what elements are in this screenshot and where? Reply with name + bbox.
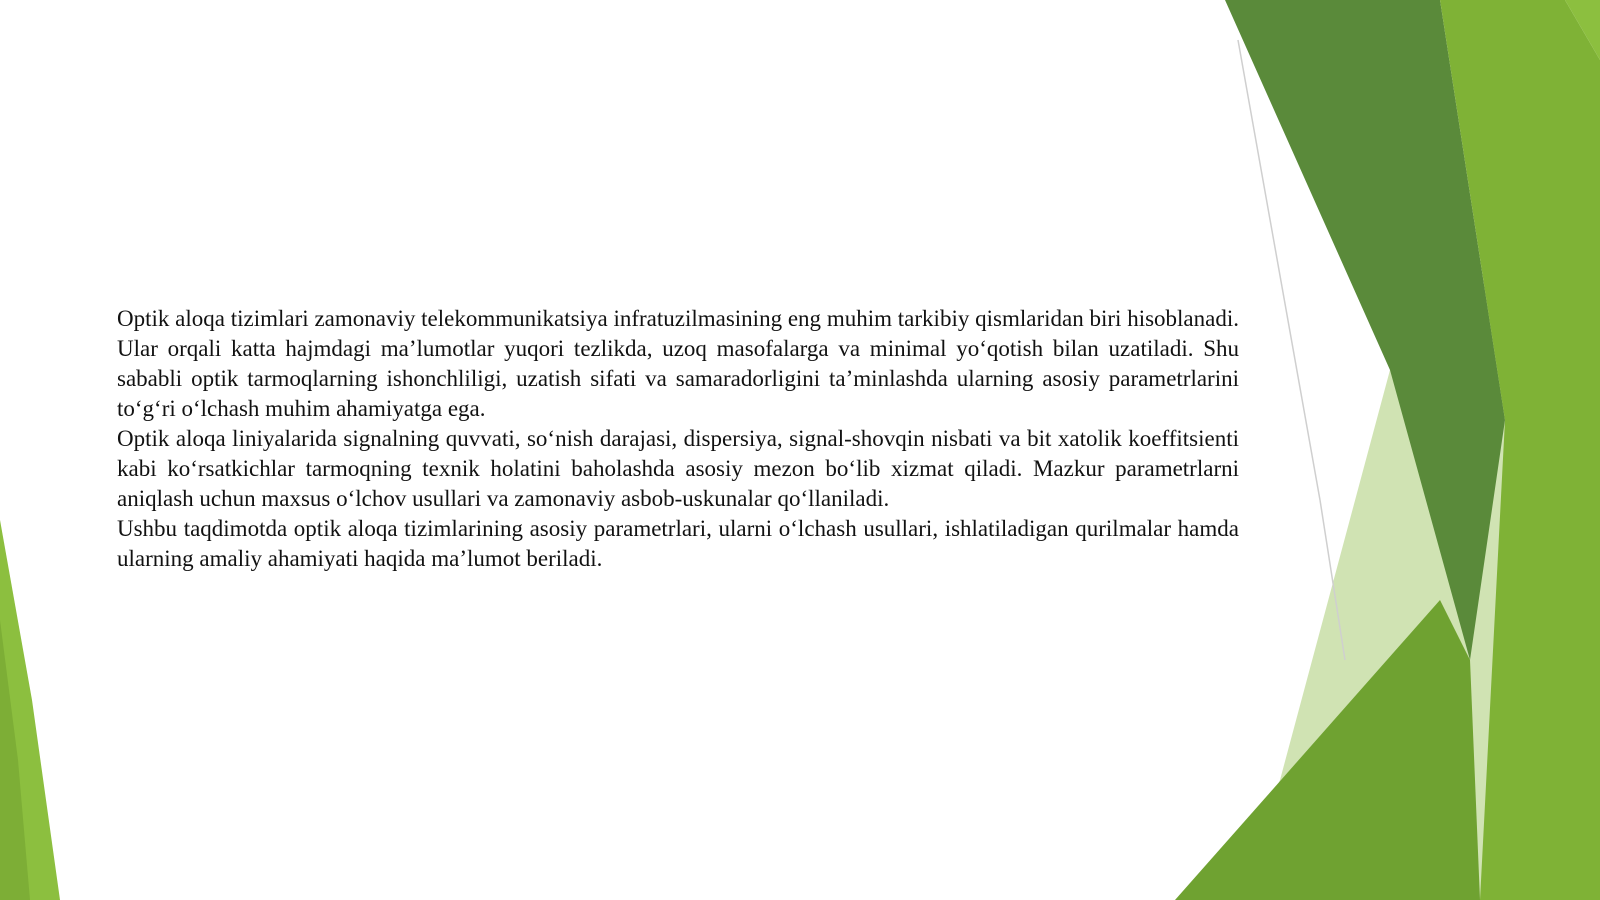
paragraph: Optik aloqa tizimlari zamonaviy telekommunikatsiya infratuzilmasining eng muhim tarkibiy qismlaridan biri hisoblanadi. Ular orqali katta hajmdagi ma’lumotlar yuqori tezlikda, uzoq masofalarga va minimal yo‘qotish bilan uzatiladi. Shu sababli optik tarmoqlarning ishonchliligi, uzatish sifati va samaradorligini ta’minlashda ularning asosiy parametrlarini to‘g‘ri o‘lchash muhim ahamiyatga ega. — [117, 306, 1239, 421]
paragraph: Ushbu taqdimotda optik aloqa tizimlarining asosiy parametrlari, ularni o‘lchash usullari, ishlatiladigan qurilmalar hamda ularning amaliy ahamiyati haqida ma’lumot beriladi. — [117, 516, 1239, 571]
paragraph: Optik aloqa liniyalarida signalning quvvati, so‘nish darajasi, dispersiya, signal-shovqin nisbati va bit xatolik koeffitsienti kabi ko‘rsatkichlar tarmoqning texnik holatini baholashda asosiy mezon bo‘lib xizmat qiladi. Mazkur parametrlarni aniqlash uchun maxsus o‘lchov usullari va zamonaviy asbob-uskunalar qo‘llaniladi. — [117, 426, 1239, 511]
body-text — [117, 304, 1239, 574]
